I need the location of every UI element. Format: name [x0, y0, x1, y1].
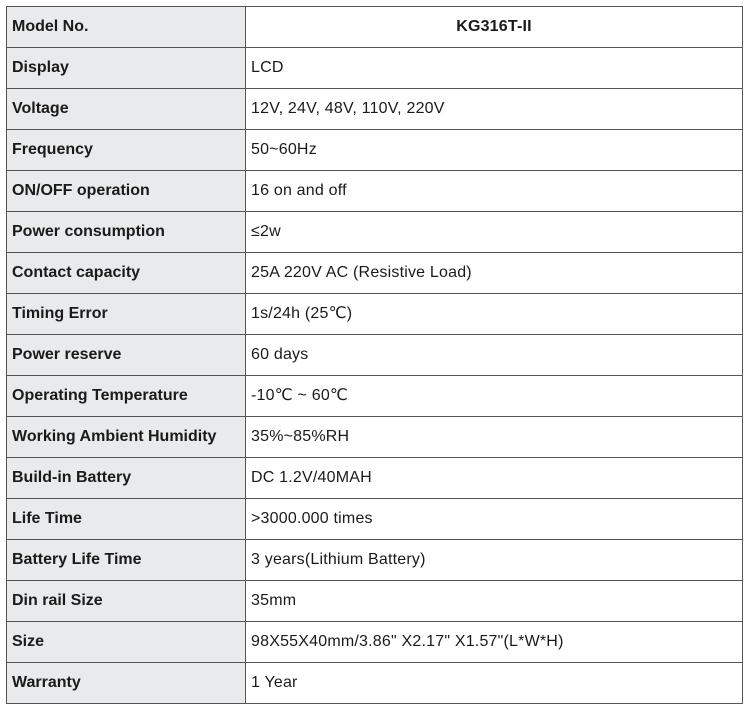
- table-row-battery-life-time: [7, 540, 743, 581]
- row-label-size: Size: [7, 622, 246, 663]
- table-row-power-consumption: [7, 212, 743, 253]
- row-label-power-reserve: Power reserve: [7, 335, 246, 376]
- row-value-battery-life-time: 3 years(Lithium Battery): [246, 540, 743, 581]
- row-label-power-consumption: Power consumption: [7, 212, 246, 253]
- row-label-contact-capacity: Contact capacity: [7, 253, 246, 294]
- row-label-voltage: Voltage: [7, 89, 246, 130]
- row-value-model-no: KG316T-II: [246, 7, 743, 48]
- table-row-voltage: [7, 89, 743, 130]
- row-value-on-off-operation: 16 on and off: [246, 171, 743, 212]
- row-value-build-in-battery: DC 1.2V/40MAH: [246, 458, 743, 499]
- row-label-frequency: Frequency: [7, 130, 246, 171]
- table-row-contact-capacity: [7, 253, 743, 294]
- row-value-timing-error: 1s/24h (25℃): [246, 294, 743, 335]
- table-row-warranty: [7, 663, 743, 704]
- row-label-build-in-battery: Build-in Battery: [7, 458, 246, 499]
- row-value-din-rail-size: 35mm: [246, 581, 743, 622]
- table-row-frequency: [7, 130, 743, 171]
- row-label-warranty: Warranty: [7, 663, 246, 704]
- table-row-din-rail-size: [7, 581, 743, 622]
- row-label-din-rail-size: Din rail Size: [7, 581, 246, 622]
- table-row-size: [7, 622, 743, 663]
- row-value-display: LCD: [246, 48, 743, 89]
- row-value-operating-temperature: -10℃ ~ 60℃: [246, 376, 743, 417]
- table-row-on-off-operation: [7, 171, 743, 212]
- row-value-voltage: 12V, 24V, 48V, 110V, 220V: [246, 89, 743, 130]
- table-row-timing-error: [7, 294, 743, 335]
- row-label-battery-life-time: Battery Life Time: [7, 540, 246, 581]
- table-row-build-in-battery: [7, 458, 743, 499]
- row-label-working-ambient-humidity: Working Ambient Humidity: [7, 417, 246, 458]
- row-value-frequency: 50~60Hz: [246, 130, 743, 171]
- row-value-power-reserve: 60 days: [246, 335, 743, 376]
- row-label-display: Display: [7, 48, 246, 89]
- row-value-working-ambient-humidity: 35%~85%RH: [246, 417, 743, 458]
- table-row-working-ambient-humidity: [7, 417, 743, 458]
- table-row-life-time: [7, 499, 743, 540]
- row-label-model-no: Model No.: [7, 7, 246, 48]
- row-value-life-time: >3000.000 times: [246, 499, 743, 540]
- row-value-contact-capacity: 25A 220V AC (Resistive Load): [246, 253, 743, 294]
- row-value-power-consumption: ≤2w: [246, 212, 743, 253]
- row-value-warranty: 1 Year: [246, 663, 743, 704]
- table-row-display: [7, 48, 743, 89]
- table-row-operating-temperature: [7, 376, 743, 417]
- spec-table: [6, 6, 743, 704]
- row-label-on-off-operation: ON/OFF operation: [7, 171, 246, 212]
- row-value-size: 98X55X40mm/3.86" X2.17" X1.57"(L*W*H): [246, 622, 743, 663]
- table-row-power-reserve: [7, 335, 743, 376]
- row-label-operating-temperature: Operating Temperature: [7, 376, 246, 417]
- table-row-model-no: [7, 7, 743, 48]
- row-label-life-time: Life Time: [7, 499, 246, 540]
- row-label-timing-error: Timing Error: [7, 294, 246, 335]
